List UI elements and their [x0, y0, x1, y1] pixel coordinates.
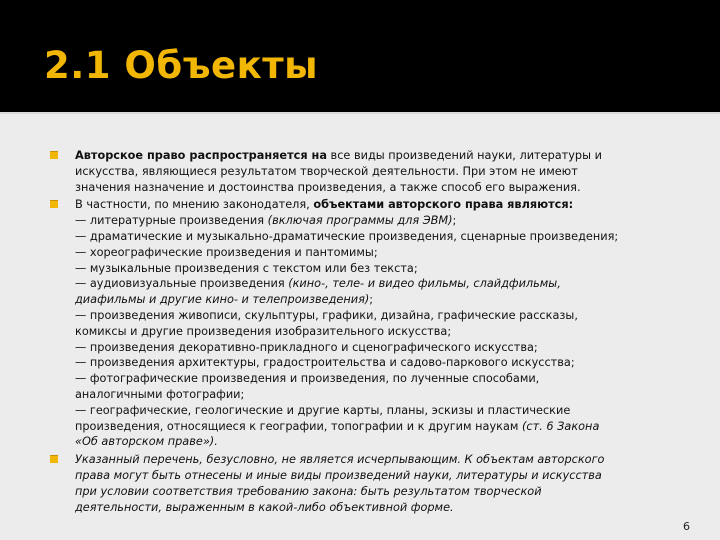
text-segment: ;	[452, 214, 457, 228]
text-line	[75, 500, 675, 516]
text-segment: при условии соответствия требованию закона: быть результатом творческой	[75, 484, 542, 498]
bullet-item	[50, 148, 675, 195]
text-segment: — произведения архитектуры, градостроительства и садово-паркового искусства;	[75, 356, 575, 370]
text-segment: права могут быть отнесены и иные виды произведений науки, литературы и искусства	[75, 468, 602, 482]
text-segment: аналогичными фотографии;	[75, 387, 245, 401]
text-line	[75, 213, 675, 229]
text-line	[75, 403, 675, 419]
bullet-item	[50, 197, 675, 450]
bullet-item	[50, 452, 675, 515]
text-segment: Авторское право распространяется на	[75, 149, 327, 162]
text-segment: все виды произведений науки, литературы и	[326, 149, 602, 162]
text-line	[75, 484, 675, 500]
square-bullet-icon	[50, 151, 58, 159]
text-segment: искусства, являющиеся результатом творческой деятельности. При этом не имеют	[75, 164, 578, 178]
text-segment: — хореографические произведения и пантомимы;	[75, 245, 378, 259]
text-segment: — драматические и музыкально-драматические произведения, сценарные произведения;	[75, 229, 619, 243]
text-line	[75, 180, 675, 196]
text-line	[75, 452, 675, 468]
text-segment: — произведения декоративно-прикладного и сценографического искусства;	[75, 340, 538, 354]
text-segment: Указанный перечень, безусловно, не является исчерпывающим. К объектам авторского	[75, 453, 605, 467]
text-line	[75, 261, 675, 277]
text-line	[75, 434, 675, 450]
text-line	[75, 387, 675, 403]
title-bar	[0, 0, 720, 112]
text-segment: объектами авторского права являются:	[313, 198, 574, 212]
page-number: 6	[683, 520, 690, 533]
text-line	[75, 164, 675, 180]
text-segment: значения назначение и достоинства произведения, а также способ его выражения.	[75, 180, 581, 194]
text-line	[75, 340, 675, 356]
slide-title: 2.1 Объекты	[44, 44, 319, 87]
text-segment: «Об авторском праве»).	[75, 435, 218, 449]
text-segment: — фотографические произведения и произведения, по лученные способами,	[75, 372, 540, 386]
text-segment: — музыкальные произведения с текстом или без текста;	[75, 261, 418, 275]
text-segment: — произведения живописи, скульптуры, графики, дизайна, графические рассказы,	[75, 308, 578, 322]
text-line	[75, 419, 675, 435]
text-segment: (ст. 6 Закона	[522, 419, 600, 433]
text-line	[75, 245, 675, 261]
text-segment: — аудиовизуальные произведения	[75, 277, 289, 291]
text-segment: — географические, геологические и другие карты, планы, эскизы и пластические	[75, 403, 571, 417]
text-segment: В частности, по мнению законодателя,	[75, 198, 314, 212]
text-line	[75, 197, 675, 213]
text-line	[75, 148, 675, 164]
text-segment: (кино-, теле- и видео фильмы, слайдфильмы,	[288, 277, 561, 291]
text-segment: ;	[369, 293, 374, 307]
text-line	[75, 276, 675, 292]
text-line	[75, 468, 675, 484]
text-segment: комиксы и другие произведения изобразительного искусства;	[75, 324, 452, 338]
square-bullet-icon	[50, 455, 58, 463]
text-line	[75, 371, 675, 387]
text-line	[75, 229, 675, 245]
text-line	[75, 292, 675, 308]
text-segment: произведения, относящиеся к географии, топографии и к другим наукам	[75, 419, 522, 433]
title-divider	[0, 112, 720, 114]
slide-content	[50, 148, 675, 517]
text-segment: диафильмы и другие кино- и телепроизведения)	[75, 293, 370, 307]
text-line	[75, 355, 675, 371]
text-segment: (включая программы для ЭВМ)	[267, 214, 453, 228]
text-line	[75, 324, 675, 340]
square-bullet-icon	[50, 200, 58, 208]
text-line	[75, 308, 675, 324]
text-segment: — литературные произведения	[75, 214, 268, 228]
text-segment: деятельности, выраженным в какой-либо объективной форме.	[75, 500, 454, 514]
